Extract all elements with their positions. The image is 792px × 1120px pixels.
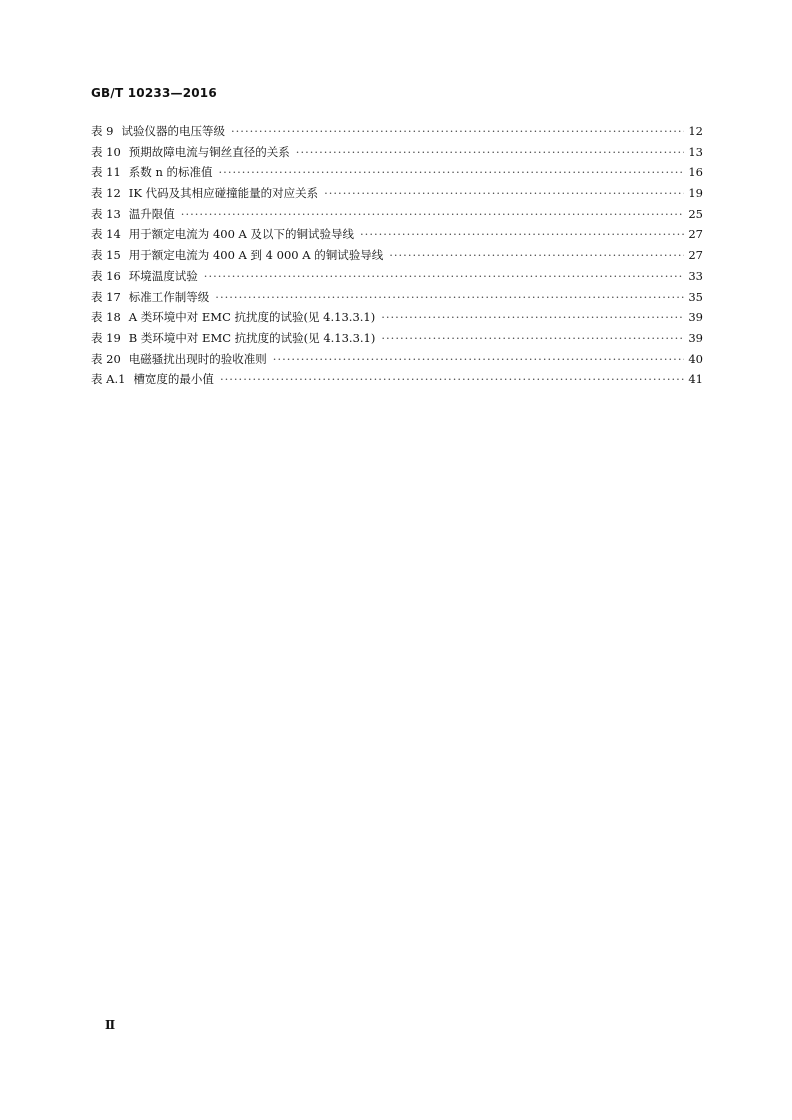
toc-entry-page: 13 bbox=[688, 144, 703, 159]
toc-leader-dots bbox=[181, 204, 685, 225]
toc-entry-page: 39 bbox=[688, 310, 703, 325]
toc-entry[interactable] bbox=[91, 224, 703, 245]
toc-entry-label: 表 12 bbox=[91, 186, 121, 201]
toc-entry[interactable] bbox=[91, 307, 703, 328]
toc-entry-page: 33 bbox=[688, 268, 703, 283]
toc-entry-label: 表 10 bbox=[91, 144, 121, 159]
toc-leader-dots bbox=[220, 369, 684, 390]
toc-entry-title: 试验仪器的电压等级 bbox=[121, 124, 225, 138]
page-number: Ⅱ bbox=[105, 1018, 116, 1032]
toc-entry-page: 25 bbox=[688, 206, 703, 221]
toc-entry-page: 27 bbox=[688, 248, 703, 263]
toc-entry-label: 表 9 bbox=[91, 124, 114, 138]
toc-entry-title: 槽宽度的最小值 bbox=[133, 372, 214, 387]
toc-entry-label: 表 17 bbox=[91, 289, 121, 304]
toc-entry-title: 用于额定电流为 400 A 及以下的铜试验导线 bbox=[128, 227, 355, 242]
toc-entry-title: 温升限值 bbox=[128, 206, 175, 221]
toc-entry-label: 表 15 bbox=[91, 248, 121, 263]
toc-entry-label: 表 19 bbox=[91, 330, 121, 345]
toc-entry[interactable] bbox=[91, 349, 703, 370]
toc-entry[interactable] bbox=[91, 121, 703, 142]
toc-entry-label: 表 13 bbox=[91, 206, 121, 221]
toc-entry-page: 41 bbox=[688, 372, 703, 387]
table-of-contents bbox=[91, 121, 703, 390]
toc-entry-page: 12 bbox=[688, 124, 703, 138]
toc-entry-title: 标准工作制等级 bbox=[128, 289, 210, 304]
toc-entry-page: 19 bbox=[688, 186, 703, 201]
toc-entry-label: 表 16 bbox=[91, 268, 121, 283]
toc-entry-page: 40 bbox=[688, 351, 703, 366]
toc-leader-dots bbox=[215, 287, 684, 308]
toc-entry[interactable] bbox=[91, 369, 703, 390]
toc-entry-page: 35 bbox=[688, 289, 703, 304]
toc-leader-dots bbox=[324, 183, 684, 204]
toc-entry-page: 27 bbox=[688, 227, 703, 242]
toc-entry-title: B 类环境中对 EMC 抗扰度的试验(见 4.13.3.1) bbox=[128, 330, 376, 345]
toc-entry-label: 表 14 bbox=[91, 227, 121, 242]
toc-leader-dots bbox=[296, 142, 685, 163]
toc-leader-dots bbox=[273, 349, 685, 370]
toc-entry-page: 16 bbox=[688, 165, 703, 180]
toc-entry[interactable] bbox=[91, 142, 703, 163]
toc-entry[interactable] bbox=[91, 245, 703, 266]
toc-entry-label: 表 20 bbox=[91, 351, 121, 366]
toc-entry-title: 用于额定电流为 400 A 到 4 000 A 的铜试验导线 bbox=[128, 248, 384, 263]
toc-entry-title: 预期故障电流与铜丝直径的关系 bbox=[128, 144, 290, 159]
toc-entry[interactable] bbox=[91, 266, 703, 287]
toc-entry-label: 表 18 bbox=[91, 310, 121, 325]
toc-entry-label: 表 A.1 bbox=[91, 372, 126, 387]
toc-entry[interactable] bbox=[91, 204, 703, 225]
toc-leader-dots bbox=[389, 245, 684, 266]
toc-leader-dots bbox=[204, 266, 685, 287]
toc-leader-dots bbox=[381, 307, 684, 328]
toc-leader-dots bbox=[381, 328, 684, 349]
toc-entry-title: A 类环境中对 EMC 抗扰度的试验(见 4.13.3.1) bbox=[128, 310, 376, 325]
toc-entry[interactable] bbox=[91, 287, 703, 308]
toc-leader-dots bbox=[219, 162, 685, 183]
toc-entry-label: 表 11 bbox=[91, 165, 121, 180]
toc-leader-dots bbox=[360, 224, 684, 245]
toc-entry[interactable] bbox=[91, 328, 703, 349]
toc-leader-dots bbox=[231, 121, 684, 142]
toc-entry-title: 系数 n 的标准值 bbox=[128, 165, 213, 180]
document-header-code: GB/T 10233—2016 bbox=[91, 86, 217, 100]
toc-entry[interactable] bbox=[91, 162, 703, 183]
toc-entry-title: 环境温度试验 bbox=[128, 268, 198, 283]
toc-entry[interactable] bbox=[91, 183, 703, 204]
toc-entry-title: 电磁骚扰出现时的验收准则 bbox=[128, 351, 267, 366]
toc-entry-title: IK 代码及其相应碰撞能量的对应关系 bbox=[128, 186, 319, 201]
toc-entry-page: 39 bbox=[688, 330, 703, 345]
